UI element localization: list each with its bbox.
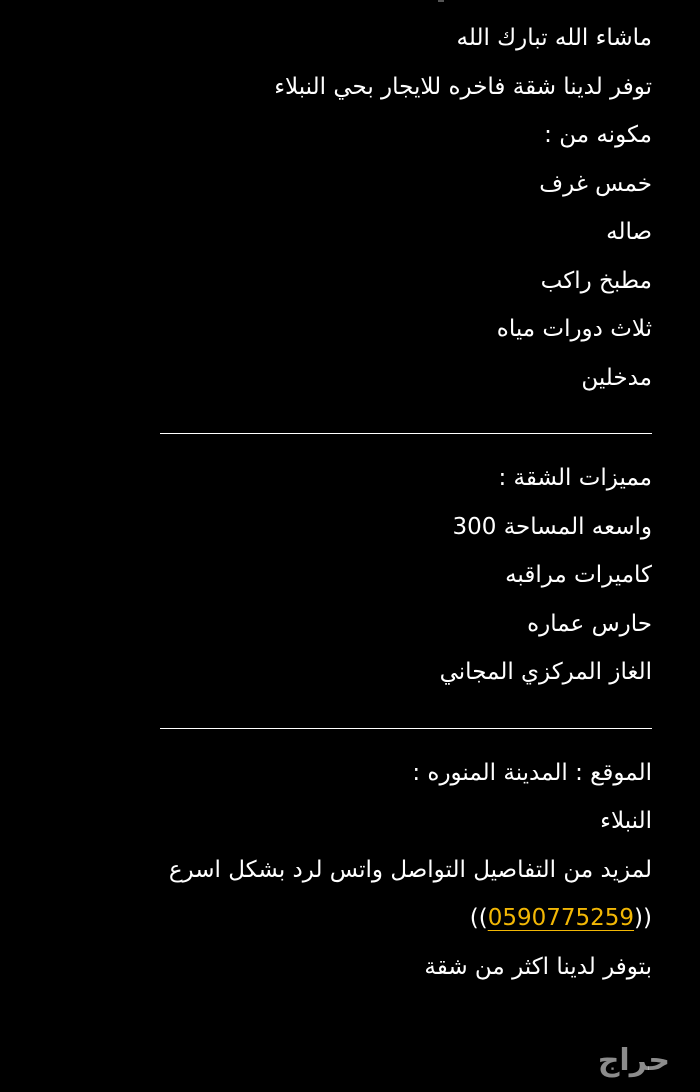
post-line: توفر لدينا شقة فاخره للايجار بحي النبلاء: [274, 73, 652, 100]
post-line: الموقع : المدينة المنوره :: [412, 759, 652, 786]
post-line: مميزات الشقة :: [498, 465, 652, 491]
phone-line: [32, 894, 652, 943]
post-line: ماشاء الله تبارك الله: [456, 25, 652, 51]
post-section-details: [32, 14, 652, 402]
post-line: كاميرات مراقبه: [505, 562, 652, 588]
post-body: [32, 14, 652, 991]
post-line: صاله: [606, 219, 652, 245]
post-line: مطبخ راكب: [540, 267, 652, 294]
post-line: الغاز المركزي المجاني: [439, 659, 652, 685]
phone-number-link[interactable]: 0590775259: [487, 905, 635, 931]
post-line: ثلاث دورات مياه: [496, 316, 652, 342]
haraj-watermark-logo: حراج: [597, 1043, 670, 1078]
post-line: النبلاء: [600, 808, 652, 834]
section-divider: [160, 728, 652, 729]
post-line: واسعه المساحة 300: [452, 513, 652, 540]
post-line: مكونه من :: [544, 122, 652, 148]
post-line: مدخلين: [581, 364, 652, 391]
post-section-features: [32, 454, 652, 697]
section-divider: [160, 433, 652, 434]
top-edge-mark: [438, 0, 444, 2]
post-line: حارس عماره: [527, 610, 652, 637]
phone-paren-close: )): [469, 905, 488, 931]
post-line: لمزيد من التفاصيل التواصل واتس لرد بشكل اسرع: [168, 856, 652, 883]
post-line: بتوفر لدينا اكثر من شقة: [424, 953, 652, 980]
post-section-location: [32, 749, 652, 992]
post-line: خمس غرف: [539, 170, 652, 197]
phone-paren-open: ((: [634, 905, 652, 931]
